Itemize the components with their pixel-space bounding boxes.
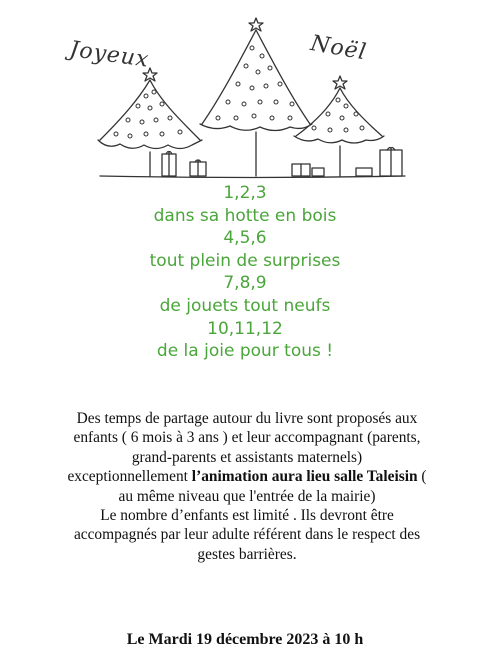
location-paragraph <box>62 467 432 506</box>
location-highlight: l’animation aura lieu salle Taleisin <box>191 468 418 486</box>
poem-line: de jouets tout neufs <box>159 295 331 316</box>
poem-line: 10,11,12 <box>207 318 283 339</box>
poem-line: tout plein de surprises <box>149 250 341 271</box>
location-prefix: exceptionnellement <box>67 468 192 486</box>
gift-icons <box>162 148 402 177</box>
poem-line: 1,2,3 <box>223 183 267 203</box>
limit-paragraph: Le nombre d’enfants est limité . Ils devront être accompagnés par leur adulte référent dans le respect des gestes barrières. <box>73 507 421 563</box>
intro-paragraph: Des temps de partage autour du livre sont proposés aux enfants ( 6 mois à 3 ans ) et leur accompagnant (parents, grand-parents et assistants maternels) <box>73 410 421 466</box>
info-text <box>62 409 432 564</box>
poem-line: de la joie pour tous ! <box>156 341 334 362</box>
center-tree-icon <box>200 18 312 176</box>
poem <box>0 182 490 363</box>
poem-line: dans sa hotte en bois <box>153 205 337 226</box>
event-date: Le Mardi 19 décembre 2023 à 10 h <box>126 631 364 648</box>
greeting-right: Noël <box>308 31 369 66</box>
location-suffix: ( au même niveau que l'entrée de la mairie) <box>118 468 427 505</box>
left-tree-icon <box>98 68 202 176</box>
poem-line: 7,8,9 <box>223 273 267 294</box>
christmas-trees-illustration <box>0 0 490 185</box>
greeting-left: Joyeux <box>68 36 151 73</box>
poem-line: 4,5,6 <box>223 228 267 249</box>
ornaments <box>114 46 364 138</box>
